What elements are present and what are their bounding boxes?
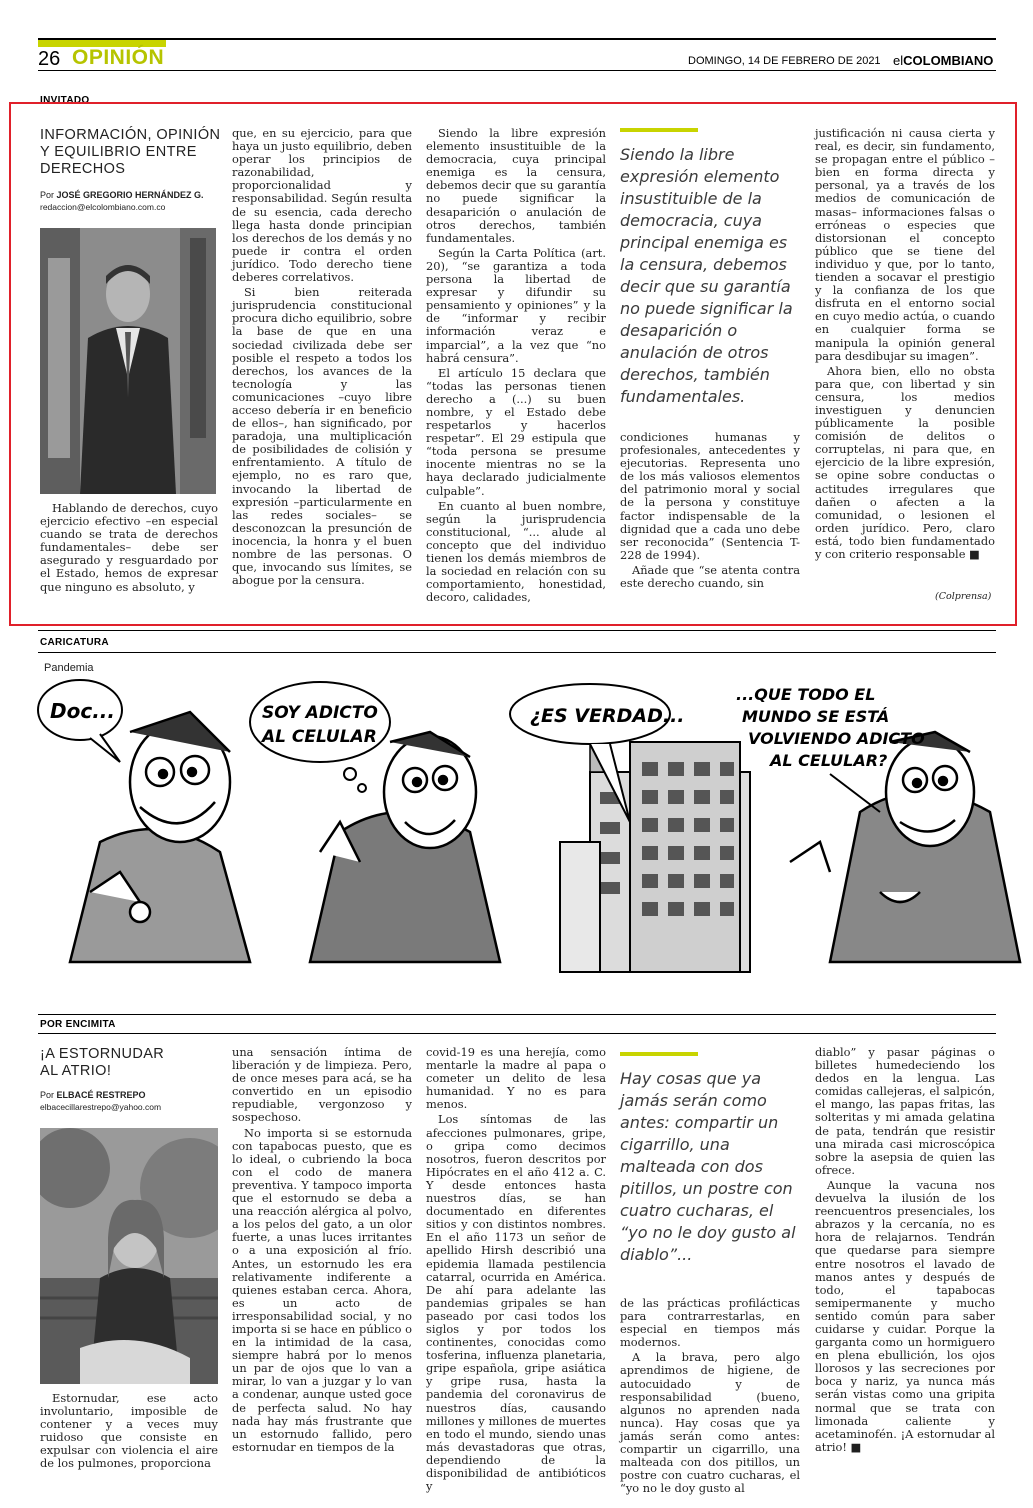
svg-text:SOY ADICTO: SOY ADICTO	[262, 703, 378, 723]
invitado-kicker: INVITADO	[40, 95, 90, 106]
encimita-email: elbacecillarestrepo@yahoo.com	[40, 1102, 162, 1112]
section-title: OPINIÓN	[72, 46, 165, 69]
encimita-kicker: POR ENCIMITA	[40, 1019, 116, 1030]
svg-text:VOLVIENDO ADICTO: VOLVIENDO ADICTO	[748, 729, 925, 748]
invitado-pullquote: Siendo la libre expresión elemento insustituible de la democracia, cuya principal enemiga es la censura, debemos decir que su garantía no puede significar la desaparición o anulación de otros derechos, también fundamentales.	[620, 145, 793, 406]
issue-date: DOMINGO, 14 DE FEBRERO DE 2021	[688, 55, 881, 67]
svg-text:AL CELULAR: AL CELULAR	[262, 727, 377, 747]
author-photo-restrepo	[40, 1128, 218, 1384]
encimita-column-4: de las prácticas profilácticas para contrarrestarlas, en especial en tiempos más modernos. A la brava, pero algo aprendimos de higiene, de autocuidado y de responsabilidad (bueno, algunos no aprenden nada nunca). Hay cosas que ya jamás serán como antes: compartir un cigarrillo, una malteada con dos pitillos, un postre con cuatro cucharas, el “yo no le doy gusto al	[620, 1296, 800, 1496]
encimita-rule-bottom	[38, 1033, 996, 1034]
invitado-column-1: Hablando de derechos, cuyo ejercicio efectivo –en especial cuando se trata de derechos fundamentales– debe ser asegurado y resguardado por el Estado, hemos de expresar que ninguno es absoluto, y	[40, 501, 218, 594]
invitado-pullquote-bar	[620, 128, 698, 132]
invitado-credit: (Colprensa)	[935, 591, 992, 602]
encimita-pullquote: Hay cosas que ya jamás serán como antes: compartir un cigarrillo, una malteada con dos pitillos, un postre con cuatro cucharas, el “yo no le doy gusto al diablo”...	[620, 1069, 796, 1264]
svg-text:...QUE TODO EL: ...QUE TODO EL	[736, 685, 876, 704]
encimita-column-2: una sensación íntima de liberación y de limpieza. Pero, de once meses para acá, se ha convertido en un episodio repudiable, vergonzoso y sospechoso. No importa si se estornuda con tapabocas puesto, que es lo ideal, o cubriendo la boca con el codo de manera preventiva. Y tampoco importa que el estornudo se deba a una reacción alérgica al polvo, a los pelos del gato, a un olor fuerte, a unas luces irritantes o a una exposición al frío. Antes, un estornudo les era relativamente indiferente a quienes estaban cerca. Ahora, es un acto de irresponsabilidad social, y no importa si se hace en público o en la intimidad de la casa, siempre habrá por lo menos un par de ojos que lo van a mirar, lo van a juzgar y lo van a condenar, aunque usted goce de perfecta salud. No hay nada hay más frustrante que un estornudo fallido, pero estornudar en tiempos de la	[232, 1045, 412, 1454]
caricature-illustration	[30, 662, 1026, 982]
encimita-pullquote-bar	[620, 1052, 698, 1056]
invitado-byline: Por JOSÉ GREGORIO HERNÁNDEZ G.	[40, 190, 204, 200]
encimita-byline: Por ELBACÉ RESTREPO	[40, 1090, 146, 1100]
newspaper-logo: elCOLOMBIANO	[893, 53, 994, 68]
page-number: 26	[38, 48, 61, 70]
invitado-column-4: condiciones humanas y profesionales, antecedentes y ejecutorias. Representa uno de los más valiosos elementos del patrimonio moral y social de la persona y constituye factor indispensable de la dignidad que a cada uno debe ser reconocida” (Sentencia T-228 de 1994). Añade que “se atenta contra este derecho cuando, sin	[620, 430, 800, 591]
svg-text:MUNDO SE ESTÁ: MUNDO SE ESTÁ	[742, 707, 890, 726]
header-bottom-rule	[38, 70, 996, 71]
encimita-rule	[38, 1014, 996, 1015]
character-2	[310, 732, 500, 962]
invitado-column-2: que, en su ejercicio, para que haya un justo equilibrio, deben operar los principios de razonabilidad, proporcionalidad y responsabilidad. Según resulta de su esencia, cada derecho llega hasta donde principian los derechos de los demás y no puede ir contra el orden jurídico. Todo derecho tiene deberes correlativos. Si bien reiterada jurisprudencia constitucional procura dicho equilibrio, sobre la base de que en una sociedad civilizada debe ser posible el respeto a todos los derechos, los avances de la tecnología y las comunicaciones –cuyo libre acceso debería ir en beneficio de ellos–, han significado, por paradoja, una multiplicación de posibilidades de colisión y enfrentamiento. A título de ejemplo, no es raro que, invocando la libertad de expresión –particularmente en las redes sociales– se desconozcan la presunción de inocencia, la honra y el buen nombre de las personas. O que, invocando sus límites, se abogue por la censura.	[232, 126, 412, 588]
invitado-email: redaccion@elcolombiano.com.co	[40, 202, 166, 212]
encimita-column-3: covid-19 es una herejía, como mentarle la madre al papa o cometer un delito de lesa humanidad. Y no es para menos. Los síntomas de las afecciones pulmonares, gripe, o gripa como decimos nosotros, fueron descritos por Hipócrates en el año 412 a. C. Y desde entonces hasta nuestros días, se han documentado en diferentes sitios y con distintos nombres. En el año 1173 un señor de apellido Hirsh describió una epidemia llamada pestilencia catarral, ocurrida en América. De ahí para adelante las pandemias gripales se han paseado por casi todos los siglos y por todos los continentes, conocidas como tosferina, influenza planetaria, gripe española, gripe asiática y gripe rusa, hasta la pandemia del coronavirus de nuestros días, causando millones y millones de muertes en todo el mundo, siendo unas más devastadoras que otras, dependiendo de la disponibilidad de antibióticos y	[426, 1045, 606, 1494]
speech-bubble-2	[250, 682, 390, 792]
author-photo-hernandez	[40, 228, 216, 494]
svg-text:AL CELULAR?: AL CELULAR?	[770, 751, 888, 770]
invitado-column-3: Siendo la libre expresión elemento insustituible de la democracia, cuya principal enemiga es la censura, debemos decir que su garantía no puede significar la desaparición o anulación de otros derechos, también fundamentales. Según la Carta Política (art. 20), “se garantiza a toda persona la libertad de expresar y difundir su pensamiento y opiniones” y la de “informar y recibir información veraz e imparcial”, a la vez que “no habrá censura”. El artículo 15 declara que “todas las personas tienen derecho a (...) su buen nombre, y el Estado debe respetarlos y hacerlos respetar”. El 29 estipula que “toda persona se presume inocente mientras no se la haya declarado judicialmente culpable”. En cuanto al buen nombre, según la jurisprudencia constitucional, “... alude al concepto que del individuo tienen los demás miembros de la sociedad en relación con su comportamiento, honestidad, decoro, calidades,	[426, 126, 606, 605]
header-top-rule	[38, 38, 996, 40]
building-drawing	[560, 732, 750, 972]
encimita-column-5: diablo” y pasar páginas o billetes humedeciendo los dedos en la lengua. Las comidas callejeras, el salpicón, el mango, las papas fritas, las solteritas y mi amada gelatina de pata, tendrán que resistir una mirada casi microscópica sobre la asepsia de quien las ofrece. Aunque la vacuna nos devuelva la ilusión de los reencuentros presenciales, los abrazos y la cercanía, no es hora de relajarnos. Tendrán que quedarse para siempre entre nosotros el lavado de manos antes y después de todo, el tapabocas semipermanente y mucho sentido común para saber cuidarse y cuidar. Porque la garganta como un hormiguero en plena ebullición, los ojos llorosos y las secreciones por boca y nariz, ya nunca más serán vistas como una gripita normal que se trata con limonada caliente y acetaminofén. ¡A estornudar al atrio! ■	[815, 1045, 995, 1454]
caricatura-rule	[38, 630, 996, 631]
svg-text:Doc...: Doc...	[50, 699, 115, 723]
caricatura-title: Pandemia	[44, 662, 94, 674]
character-1	[70, 712, 250, 962]
caricatura-rule-bottom	[38, 652, 996, 653]
invitado-column-5: justificación ni causa cierta y real, es decir, sin fundamento, se propagan entre el público –bien en forma directa y personal, ya a través de los medios de comunicación de masas– informaciones falsas o erróneas o especies que distorsionan el concepto público que se tiene del individuo y que, por lo tanto, tienden a socavar el prestigio y la confianza de los que disfruta en el entorno social en cuyo medio actúa, o cuando en cualquier forma se manipula la opinión general para desdibujar su imagen”. Ahora bien, ello no obsta para que, con libertad y sin censura, los medios investiguen y denuncien públicamente la posible comisión de delitos o corruptelas, ni para que, en ejercicio de la libre expresión, se opine sobre conductas o actitudes irregulares que dañen o afecten a la comunidad, o lesionen el orden jurídico. Pero, claro está, todo bien fundamentado y con criterio responsable ■	[815, 126, 995, 561]
encimita-headline: ¡A ESTORNUDAR AL ATRIO!	[40, 1046, 165, 1079]
speech-bubble-1	[38, 680, 122, 762]
svg-text:¿ES VERDAD...: ¿ES VERDAD...	[530, 705, 685, 727]
encimita-column-1: Estornudar, ese acto involuntario, imposible de contener y a veces muy ruidoso que consiste en expulsar con violencia el aire de los pulmones, proporciona	[40, 1391, 218, 1471]
caricatura-kicker: CARICATURA	[40, 637, 109, 648]
invitado-headline: INFORMACIÓN, OPINIÓN Y EQUILIBRIO ENTRE DERECHOS	[40, 127, 221, 177]
